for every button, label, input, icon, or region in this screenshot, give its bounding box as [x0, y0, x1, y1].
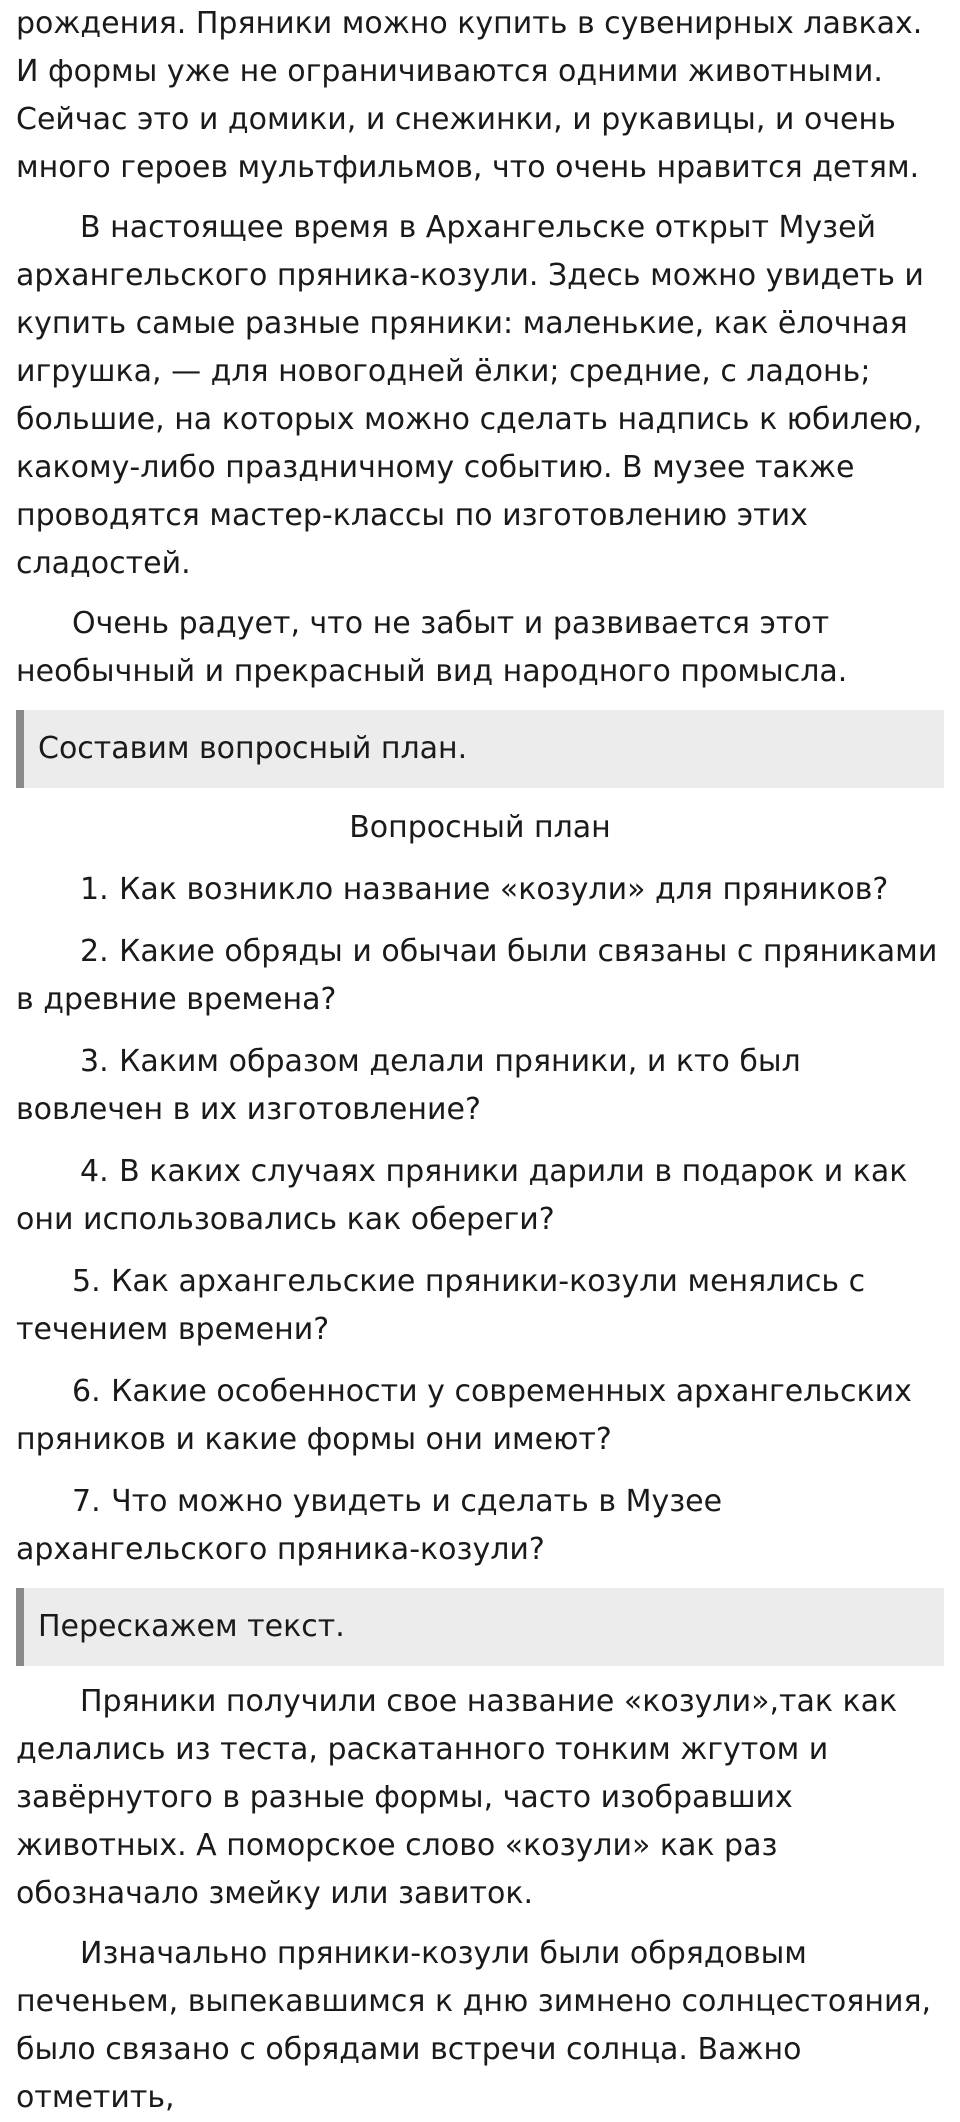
plan-item-number: 3.: [80, 1044, 109, 1079]
plan-item-text: Что можно увидеть и сделать в Музее архангельского пряника-козули?: [16, 1484, 723, 1567]
plan-item-7: [16, 1478, 944, 1574]
callout-retell-text: Перескажем текст.: [38, 1609, 345, 1644]
plan-item-5: [16, 1258, 944, 1354]
plan-item-text: Какие особенности у современных архангельских пряников и какие формы они имеют?: [16, 1374, 912, 1457]
intro-paragraph-1: рождения. Пряники можно купить в сувенирных лавках. И формы уже не ограничиваются одними животными. Сейчас это и домики, и снежинки, и рукавицы, и очень много героев мультфильмов, что очень нравится детям.: [16, 6, 923, 185]
plan-item-number: 5.: [72, 1264, 101, 1299]
plan-item-number: 4.: [80, 1154, 109, 1189]
plan-item-number: 1.: [80, 872, 109, 907]
callout-plan: [16, 710, 944, 788]
question-plan-list: [16, 866, 944, 1574]
plan-item-4: [16, 1148, 944, 1244]
plan-item-number: 6.: [72, 1374, 101, 1409]
plan-item-6: [16, 1368, 944, 1464]
callout-retell: [16, 1588, 944, 1666]
plan-item-text: Как возникло название «козули» для пряников?: [119, 872, 889, 907]
plan-item-2: [16, 928, 944, 1024]
callout-plan-text: Составим вопросный план.: [38, 731, 468, 766]
plan-item-text: Как архангельские пряники-козули менялись с течением времени?: [16, 1264, 866, 1347]
retell-paragraph-2: Изначально пряники-козули были обрядовым печеньем, выпекавшимся к дню зимнено солнцестояния, было связано с обрядами встречи солнца. Важно отметить,: [16, 1936, 932, 2115]
plan-title: Вопросный план: [349, 810, 611, 845]
plan-item-number: 7.: [72, 1484, 101, 1519]
intro-paragraph-2: В настоящее время в Архангельске открыт Музей архангельского пряника-козули. Здесь можно увидеть и купить самые разные пряники: маленькие, как ёлочная игрушка, — для новогодней ёлки; средние, с ладонь; большие, на которых можно сделать надпись к юбилею, какому-либо праздничному событию. В музее также проводятся мастер-классы по изготовлению этих сладостей.: [16, 210, 924, 581]
intro-paragraph-3: Очень радует, что не забыт и развивается этот необычный и прекрасный вид народного промысла.: [16, 606, 848, 689]
plan-item-3: [16, 1038, 944, 1134]
plan-item-1: [16, 866, 944, 914]
plan-item-text: В каких случаях пряники дарили в подарок и как они использовались как обереги?: [16, 1154, 908, 1237]
retell-paragraph-1: Пряники получили свое название «козули»,так как делались из теста, раскатанного тонким жгутом и завёрнутого в разные формы, часто изобравших животных. А поморское слово «козули» как раз обозначало змейку или завиток.: [16, 1684, 898, 1911]
plan-item-number: 2.: [80, 934, 109, 969]
plan-item-text: Какие обряды и обычаи были связаны с пряниками в древние времена?: [16, 934, 938, 1017]
plan-item-text: Каким образом делали пряники, и кто был вовлечен в их изготовление?: [16, 1044, 801, 1127]
